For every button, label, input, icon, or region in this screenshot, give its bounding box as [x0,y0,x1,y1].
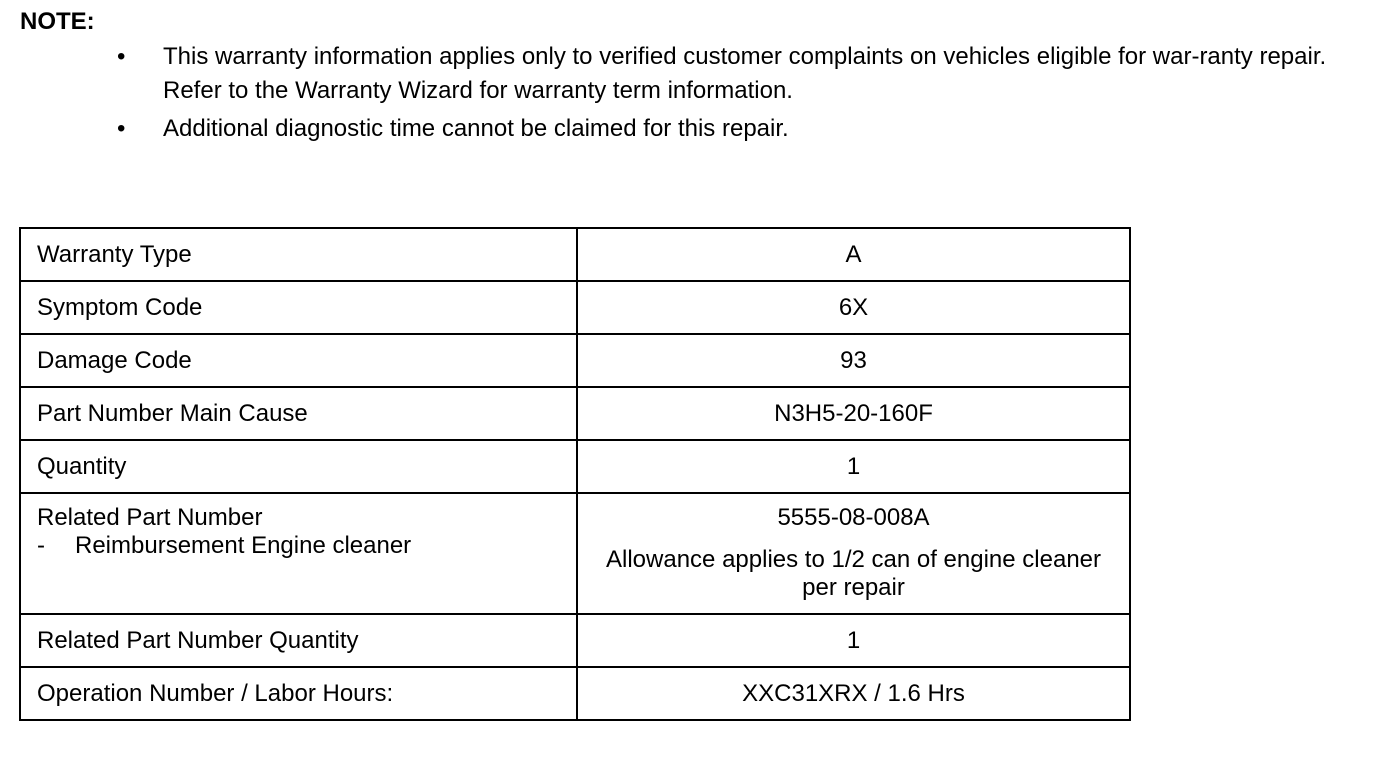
table-row-related-part-number-quantity [20,614,1130,667]
bullet-icon: • [117,43,126,70]
bullet-icon: • [117,115,126,142]
note-text: This warranty information applies only to verified customer complaints on vehicles eligible for war-ranty repair. Refer to the Warranty Wizard for warranty term information. [163,43,1327,104]
table-row-quantity [20,440,1130,493]
warranty-table [19,227,1131,721]
row-label: Symptom Code [20,281,577,334]
table-row-warranty-type [20,228,1130,281]
note-label: NOTE: [20,8,95,35]
note-list [0,40,1392,150]
row-value: N3H5-20-160F [577,387,1130,440]
row-value: A [577,228,1130,281]
row-label: Damage Code [20,334,577,387]
row-sub-label: Reimbursement Engine cleaner [75,532,412,559]
row-label: Related Part Number Quantity [20,614,577,667]
row-label: Operation Number / Labor Hours: [20,667,577,720]
row-label: Warranty Type [20,228,577,281]
row-value: XXC31XRX / 1.6 Hrs [577,667,1130,720]
row-value: 93 [577,334,1130,387]
note-text: Additional diagnostic time cannot be claimed for this repair. [163,115,789,142]
row-value: 1 [577,614,1130,667]
row-value-cell [577,493,1130,614]
table-row-symptom-code [20,281,1130,334]
row-label: Related Part Number [37,504,263,531]
table-row-related-part-number [20,493,1130,614]
row-value-note: Allowance applies to 1/2 can of engine cleaner per repair [606,546,1101,601]
row-value: 5555-08-008A [777,504,930,531]
note-item [0,40,1392,108]
row-value: 6X [577,281,1130,334]
row-value: 1 [577,440,1130,493]
dash-icon: - [37,532,45,559]
note-item [0,112,1392,146]
row-label: Part Number Main Cause [20,387,577,440]
table-row-damage-code [20,334,1130,387]
row-label-cell [20,493,577,614]
table-row-operation-number [20,667,1130,720]
row-sub-label-line [37,532,560,560]
row-label: Quantity [20,440,577,493]
table-row-part-number-main-cause [20,387,1130,440]
